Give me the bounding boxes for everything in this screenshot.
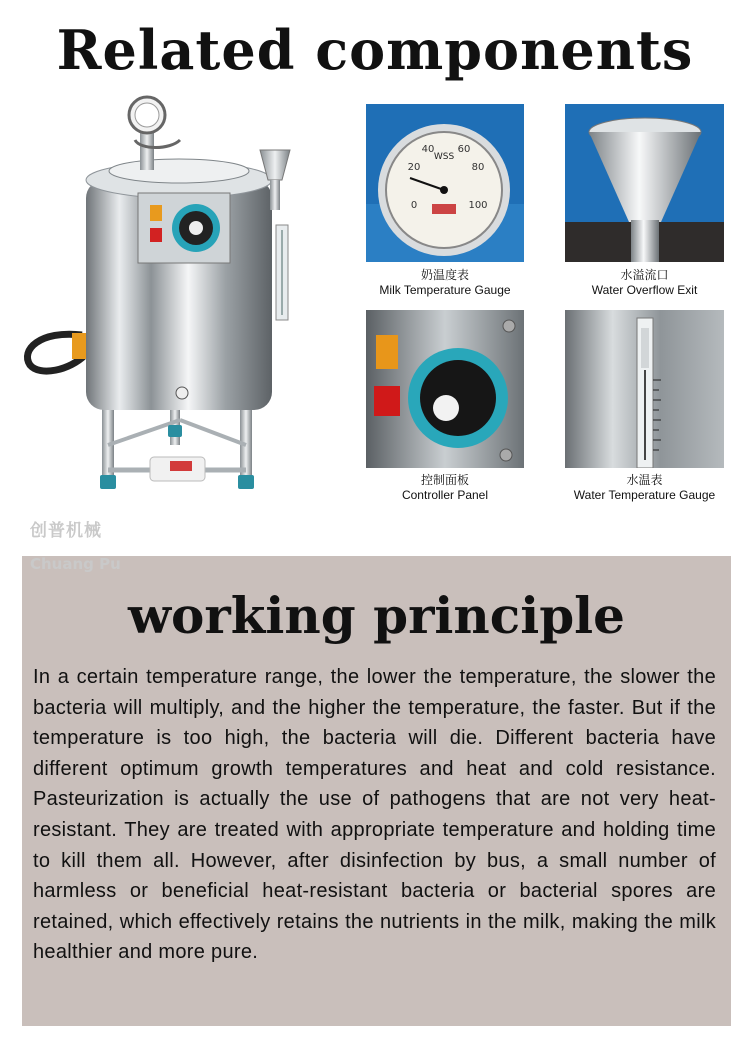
page-title: Related components [56,18,694,82]
gauge-brand-label: WSS [433,152,455,162]
caption-cn: 奶温度表 [420,268,469,282]
water-overflow-exit-photo [565,104,724,262]
component-caption [366,268,524,298]
gauge-tick-label: 80 [471,162,485,173]
component-caption [565,473,724,503]
watermark-cn: 创普机械 [30,521,102,541]
caption-en: Milk Temperature Gauge [379,283,511,297]
caption-cn: 水溢流口 [620,268,669,282]
water-temperature-gauge-photo [565,310,724,468]
section-title: working principle [128,586,625,645]
caption-cn: 控制面板 [420,473,469,487]
gauge-tick-label: 60 [457,144,471,155]
gauge-tick-label: 0 [410,200,418,211]
gauge-tick-label: 40 [421,144,435,155]
caption-en: Water Overflow Exit [591,283,698,297]
caption-cn: 水温表 [626,473,663,487]
component-caption [366,473,524,503]
controller-panel-photo [366,310,524,468]
caption-en: Water Temperature Gauge [573,488,716,502]
milk-temperature-gauge-photo [366,104,524,262]
working-principle-panel [22,556,731,1026]
component-caption [565,268,724,298]
gauge-tick-label: 100 [468,200,488,211]
pasteurizer-machine-image [20,85,320,505]
principle-body-text: In a certain temperature range, the lower the temperature, the slower the bacteria will multiply, and the higher the temperature, the faster. But if the temperature is too high, the bacteria will die. Different bacteria have different optimum growth temperatures and heat and cold resistance. Pasteurization is actually the use of pathogens that are not very heat-resistant. They are treated with appropriate temperature and holding time to kill them all. However, after disinfection by bus, a small number of harmless or beneficial heat-resistant bacteria or bacterial spores are retained, which effectively retains the nutrients in the milk, making the milk healthier and more pure. [33,666,716,964]
caption-en: Controller Panel [401,488,489,502]
watermark-en: Chuang Pu [30,555,121,573]
gauge-tick-label: 20 [407,162,421,173]
